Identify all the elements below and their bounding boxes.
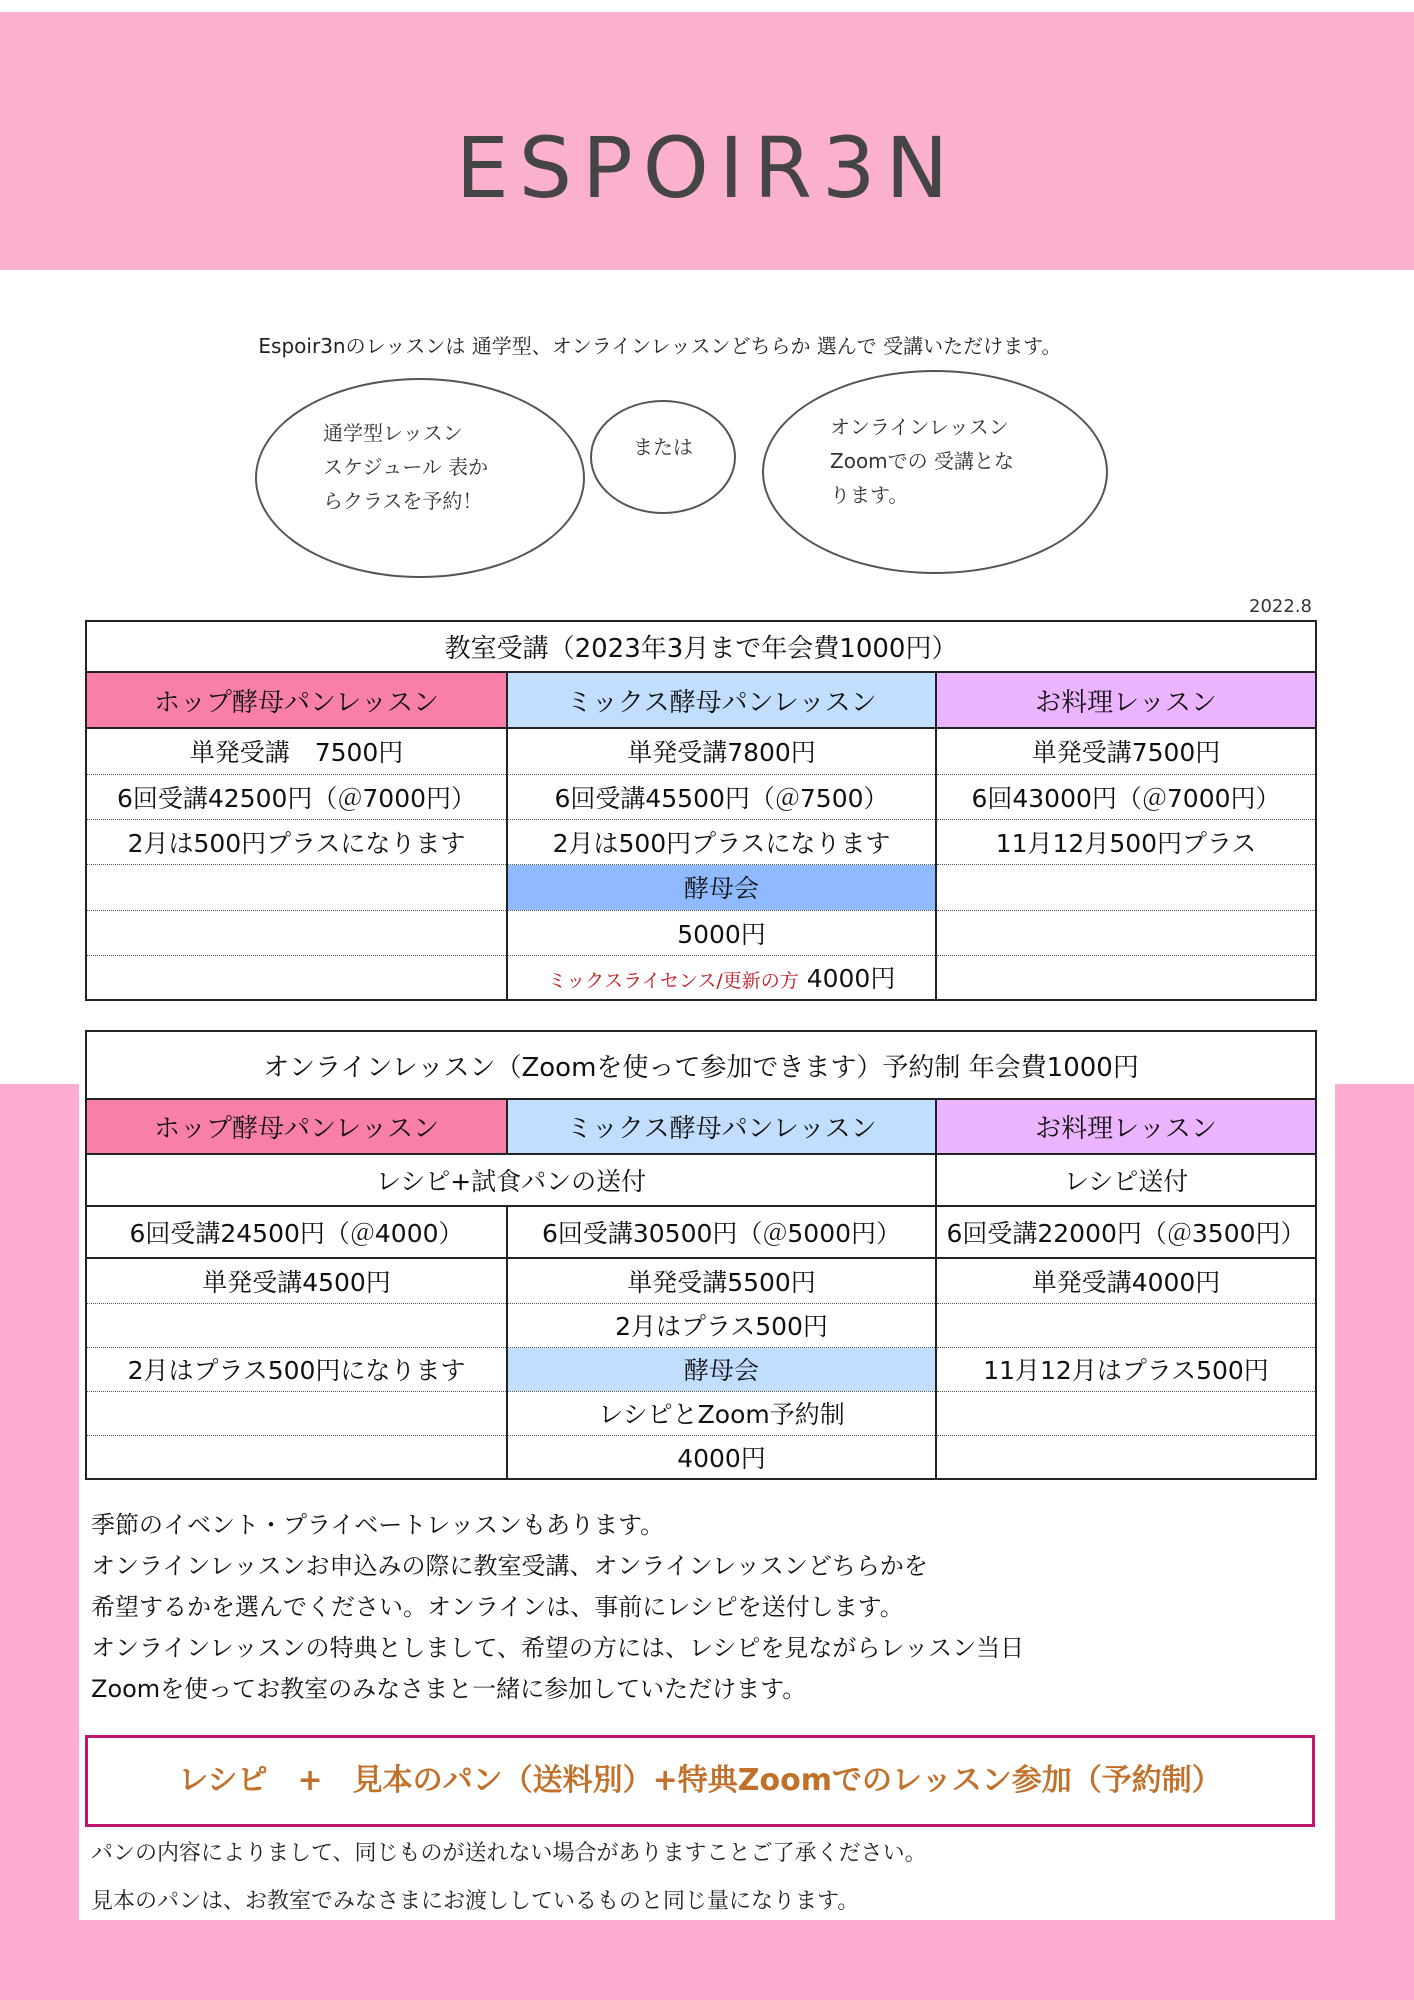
online-table-title: オンラインレッスン（Zoomを使って参加できます）予約制 年会費1000円: [86, 1031, 1316, 1099]
table-cell: [936, 1435, 1316, 1479]
table-cell: 6回受講30500円（＠5000円）: [507, 1206, 936, 1258]
table-cell: 2月はプラス500円: [507, 1303, 936, 1347]
school-table-title: 教室受講（2023年3月まで年会費1000円）: [86, 621, 1316, 672]
school-lesson-bubble: [255, 378, 585, 578]
table-cell: 単発受講4500円: [86, 1258, 507, 1303]
table-cell: 単発受講 7500円: [86, 728, 507, 774]
table-cell: 単発受講7500円: [936, 728, 1316, 774]
table-row: [86, 1206, 1316, 1258]
table-row: [86, 864, 1316, 910]
bubble-line: Zoomでの 受講とな: [830, 449, 1015, 473]
table-row: [86, 1258, 1316, 1303]
note-line: オンラインレッスンお申込みの際に教室受講、オンラインレッスンどちらかを: [91, 1552, 928, 1580]
table-cell: [936, 1303, 1316, 1347]
table-cell: 6回受講22000円（＠3500円）: [936, 1206, 1316, 1258]
table-cell: [86, 1303, 507, 1347]
table-row: [86, 1154, 1316, 1206]
table-cell: [936, 864, 1316, 910]
intro-text: Espoir3nのレッスンは 通学型、オンラインレッスンどちらか 選んで 受講いただけます。: [258, 334, 1062, 358]
table-cell: 単発受講7800円: [507, 728, 936, 774]
footer-note-line: パンの内容によりまして、同じものが送れない場合がありますことご了承ください。: [91, 1841, 927, 1866]
yeast-club-label: 酵母会: [507, 1347, 936, 1391]
license-cell: [507, 955, 936, 1000]
table-cell: 6回受講24500円（＠4000）: [86, 1206, 507, 1258]
table-row: [86, 728, 1316, 774]
table-cell: 6回43000円（＠7000円）: [936, 774, 1316, 819]
note-line: Zoomを使ってお教室のみなさまと一緒に参加していただけます。: [91, 1675, 807, 1703]
table-cell: 2月は500円プラスになります: [507, 819, 936, 864]
category-cooking: お料理レッスン: [936, 672, 1316, 728]
table-cell: 4000円: [507, 1435, 936, 1479]
table-cell: [86, 1391, 507, 1435]
table-cell: [936, 910, 1316, 955]
table-row: [86, 955, 1316, 1000]
or-bubble: [590, 400, 736, 514]
note-line: 季節のイベント・プライベートレッスンもあります。: [91, 1511, 665, 1539]
category-mix-yeast: ミックス酵母パンレッスン: [507, 1099, 936, 1154]
table-row: [86, 1435, 1316, 1479]
table-cell: 6回受講42500円（＠7000円）: [86, 774, 507, 819]
table-cell: 2月は500円プラスになります: [86, 819, 507, 864]
bubble-line: ります。: [830, 483, 909, 507]
table-cell: 単発受講5500円: [507, 1258, 936, 1303]
table-cell: [936, 955, 1316, 1000]
table-row: [86, 1303, 1316, 1347]
bubble-line: 通学型レッスン: [323, 421, 463, 445]
footer-note-line: 見本のパンは、お教室でみなさまにお渡ししているものと同じ量になります。: [91, 1889, 860, 1914]
online-lesson-table: [85, 1030, 1317, 1480]
table-cell: 6回受講45500円（＠7500）: [507, 774, 936, 819]
license-label: ミックスライセンス/更新の方: [547, 970, 799, 993]
table-row: [86, 774, 1316, 819]
category-cooking: お料理レッスン: [936, 1099, 1316, 1154]
online-benefit-box: レシピ + 見本のパン（送料別）+特典Zoomでのレッスン参加（予約制）: [85, 1735, 1315, 1827]
footer-notes: [91, 1830, 1291, 1926]
table-cell: 単発受講4000円: [936, 1258, 1316, 1303]
page-title: ESPOIR3N: [455, 119, 959, 217]
table-cell: [86, 955, 507, 1000]
delivery-recipe-cell: レシピ送付: [936, 1154, 1316, 1206]
delivery-bread-cell: レシピ+試食パンの送付: [86, 1154, 936, 1206]
online-lesson-bubble: [762, 370, 1108, 574]
table-cell: [936, 1391, 1316, 1435]
table-row: [86, 1391, 1316, 1435]
bubble-line: オンラインレッスン: [830, 415, 1009, 439]
bubble-line: または: [633, 435, 693, 459]
table-cell: 2月はプラス500円になります: [86, 1347, 507, 1391]
category-hop-yeast: ホップ酵母パンレッスン: [86, 672, 507, 728]
table-cell: [86, 864, 507, 910]
note-line: オンラインレッスンの特典としまして、希望の方には、レシピを見ながらレッスン当日: [91, 1634, 1025, 1662]
category-mix-yeast: ミックス酵母パンレッスン: [507, 672, 936, 728]
table-cell: [86, 910, 507, 955]
bubble-line: らクラスを予約！: [323, 489, 483, 513]
table-row: [86, 910, 1316, 955]
table-row: [86, 819, 1316, 864]
license-price: 4000円: [806, 964, 896, 994]
notes-block: [91, 1505, 1291, 1710]
table-row: [86, 1347, 1316, 1391]
bubble-line: スケジュール 表か: [323, 455, 489, 479]
yeast-club-price: 5000円: [507, 910, 936, 955]
school-lesson-table: [85, 620, 1317, 1001]
table-cell: レシピとZoom予約制: [507, 1391, 936, 1435]
category-hop-yeast: ホップ酵母パンレッスン: [86, 1099, 507, 1154]
table-cell: 11月12月はプラス500円: [936, 1347, 1316, 1391]
yeast-club-label: 酵母会: [507, 864, 936, 910]
note-line: 希望するかを選んでください。オンラインは、事前にレシピを送付します。: [91, 1593, 904, 1621]
table-cell: [86, 1435, 507, 1479]
date-label: 2022.8: [1249, 596, 1312, 617]
table-cell: 11月12月500円プラス: [936, 819, 1316, 864]
